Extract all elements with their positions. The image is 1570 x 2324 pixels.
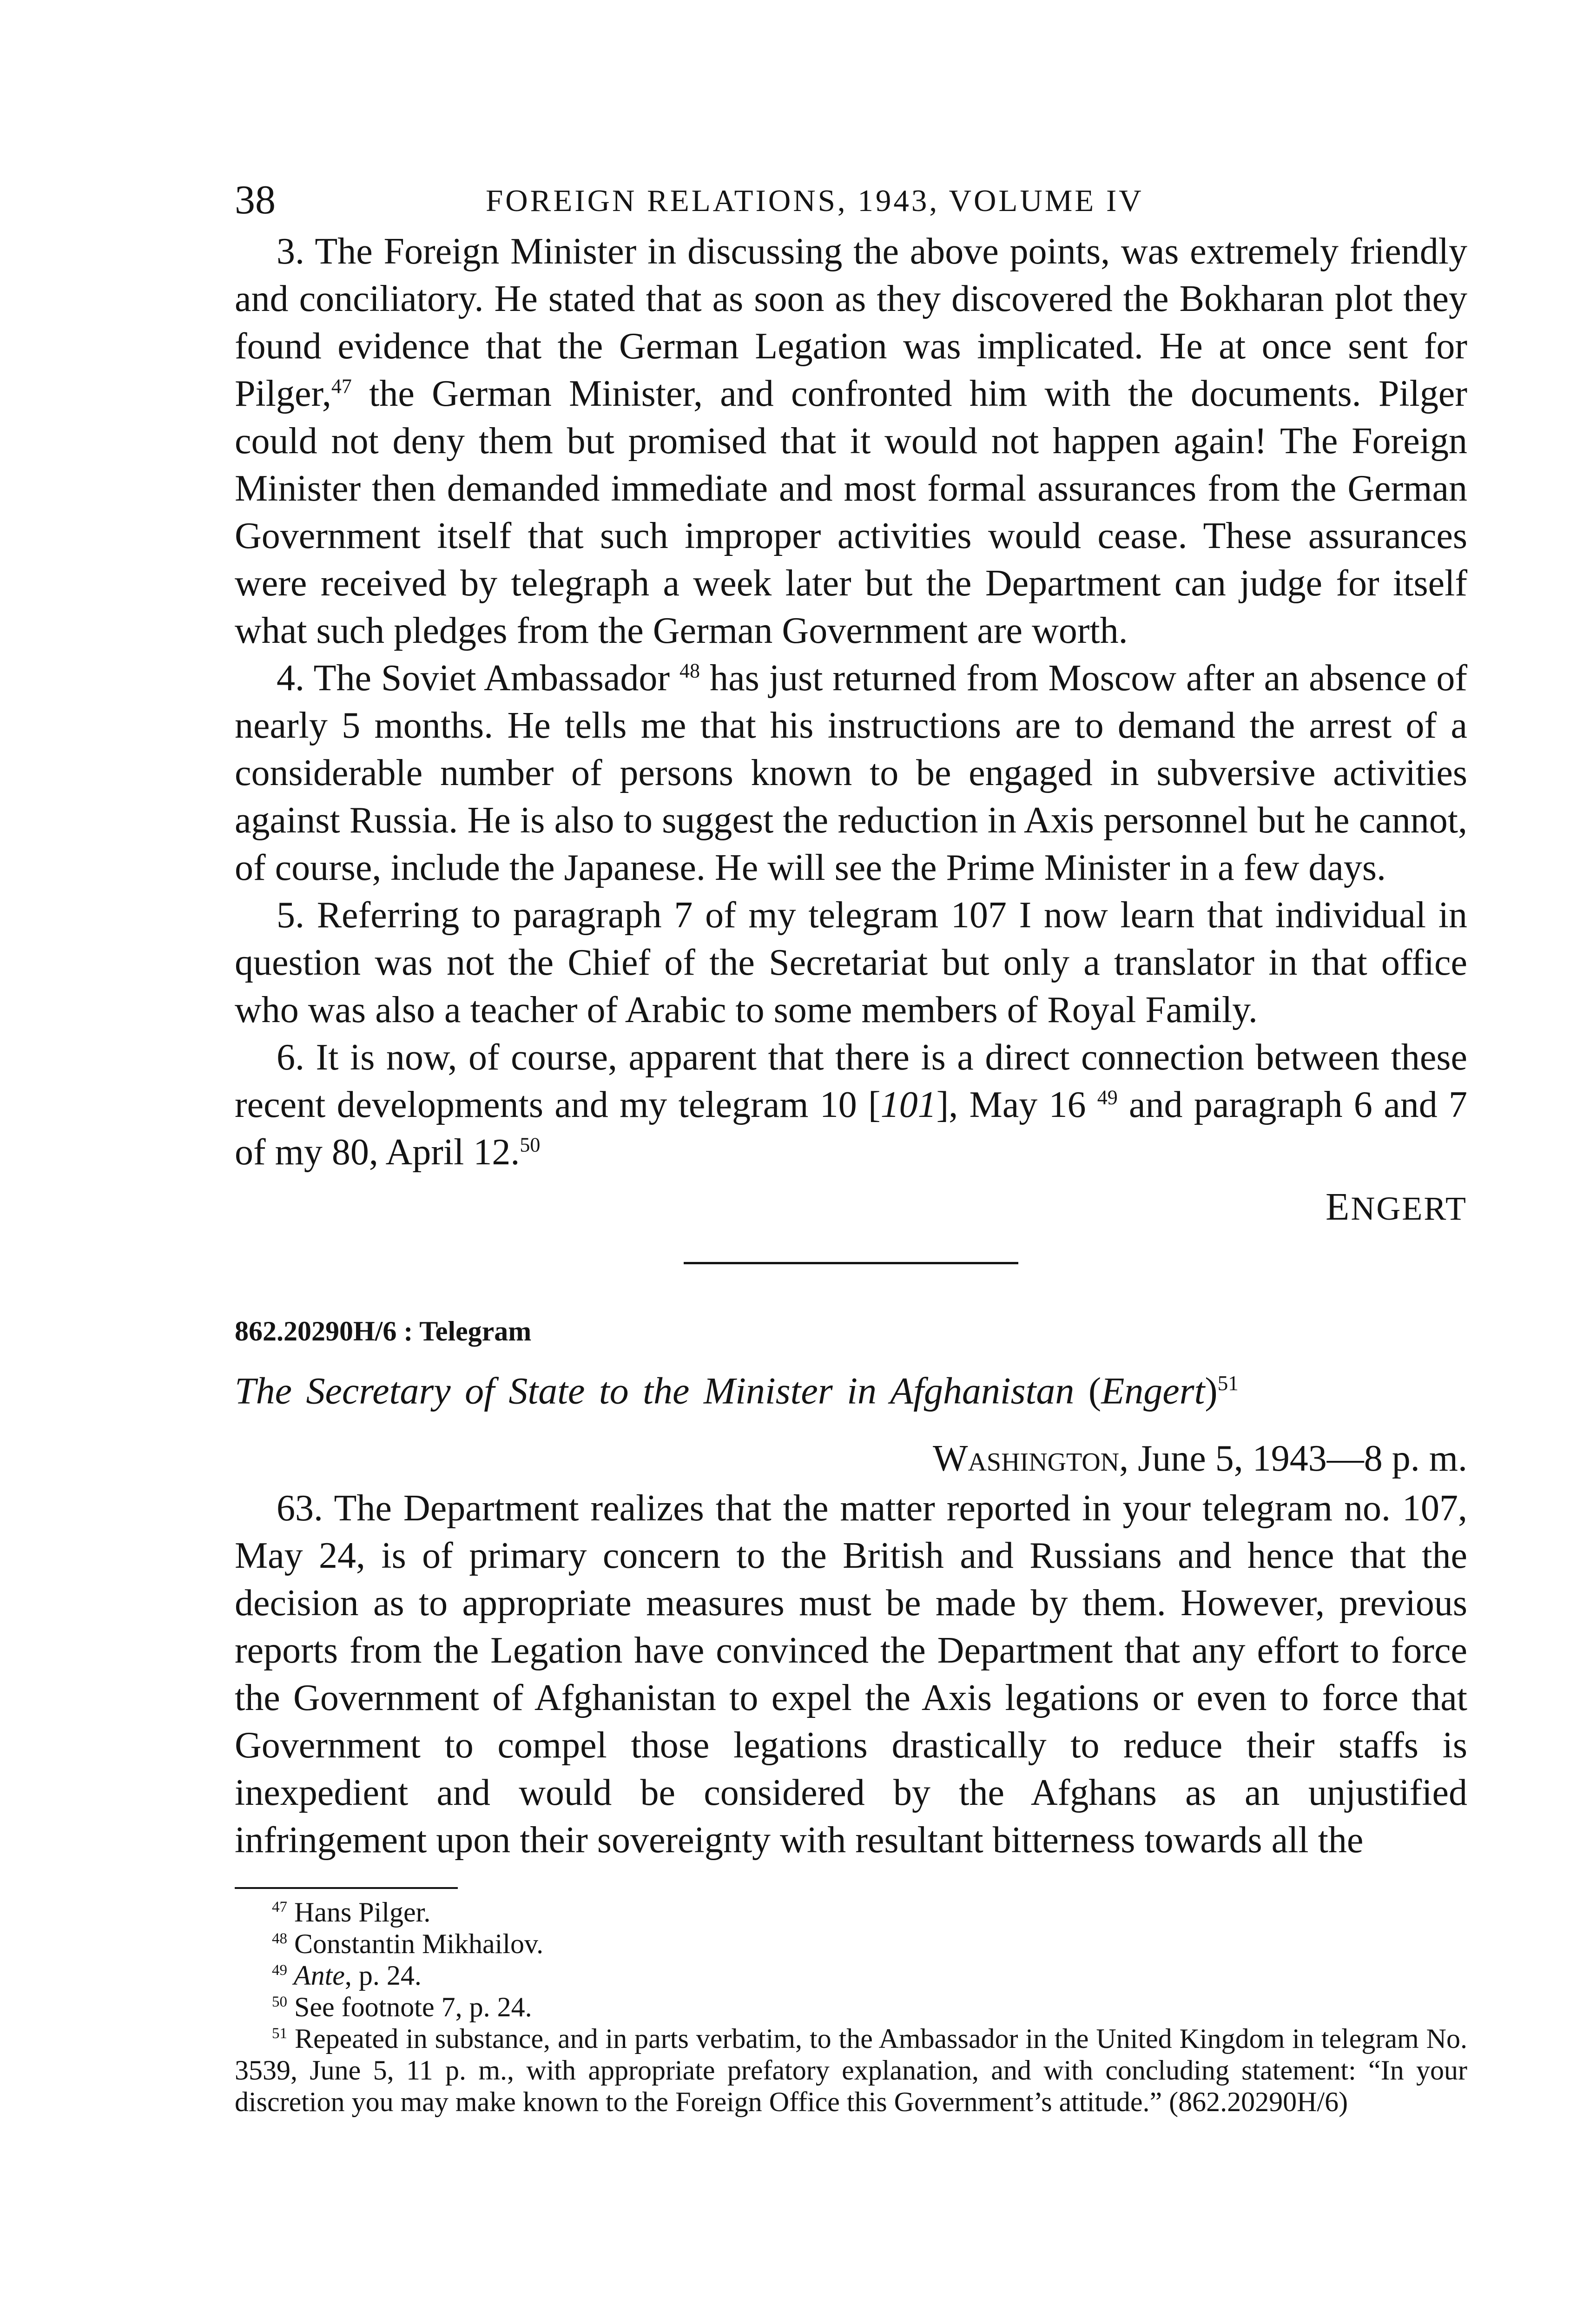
running-head: FOREIGN RELATIONS, 1943, VOLUME IV: [486, 184, 1144, 218]
footnote-48: $^{48}$ Constantin Mikhailov.: [272, 1928, 544, 1960]
document-reference: 862.20290H/6 : Telegram: [235, 1316, 532, 1347]
footnote-ref-49: 49: [1097, 1086, 1118, 1109]
paragraph-3: 3. The Foreign Minister in discussing the above points, was extremely friendly and conciliatory. He stated that as soon as they discovered the Bokharan plot they found evidence that the German Legation was implicated. He at once sent for Pilger,$^{47}$ the German Minister, and confronted him with the documents. Pilger could not deny them but promised that it would not happen again! The Foreign Minister then demanded immediate and most formal assurances from the German Government itself that such improper activities would cease. These assurances were received by telegraph a week later but the Department can judge for itself what such pledges from the German Government are worth.: [235, 231, 1467, 651]
page-number: 38: [235, 178, 276, 223]
footnote-49: $^{49}$ Ante, p. 24.: [272, 1960, 422, 1991]
dateline: Washington, June 5, 1943—8 p. m.: [932, 1438, 1467, 1479]
footnote-ref-51: 51: [1217, 1372, 1239, 1395]
paragraph-5: 5. Referring to paragraph 7 of my telegram 107 I now learn that individual in question was not the Chief of the Secretariat but only a translator in that office who was also a teacher of Arabic to some members of Royal Family.: [235, 895, 1467, 1030]
paragraph-6: 6. It is now, of course, apparent that there is a direct connection between these recent developments and my telegram 10 [101], May 16 $^{49}$ and paragraph 6 and 7 of my 80, April 12.50: [235, 1037, 1467, 1173]
italic-ref: 101: [880, 1084, 937, 1125]
telegram-body: 63. The Department realizes that the matter reported in your telegram no. 107, May 24, is of primary concern to the British and Russians and hence that the decision as to appropriate measures must be made by them. However, previous reports from the Legation have convinced the Department that any effort to force the Government of Afghanistan to expel the Axis legations or even to force that Government to compel those legations drastically to reduce their staffs is inexpedient and would be considered by the Afghans as an unjustified infringement upon their sovereignty with resultant bitterness towards all the: [235, 1488, 1467, 1861]
paragraph-4: 4. The Soviet Ambassador $^{48}$ has just returned from Moscow after an absence of nearly 5 months. He tells me that his instructions are to demand the arrest of a considerable number of persons known to be engaged in subversive activities against Russia. He is also to suggest the reduction in Axis personnel but he cannot, of course, include the Japanese. He will see the Prime Minister in a few days.: [235, 658, 1468, 888]
footnote-47: $^{47}$ Hans Pilger.: [272, 1897, 431, 1928]
section-divider: [684, 1262, 1018, 1264]
footnote-50: $^{50}$ See footnote 7, p. 24.: [272, 1992, 532, 2023]
document-page: [235, 177, 1467, 2118]
signature: ENGERT: [1326, 1185, 1467, 1228]
footnote-divider: [235, 1887, 458, 1889]
page-header: [235, 177, 1467, 228]
footnote-51: $^{51}$ Repeated in substance, and in parts verbatim, to the Ambassador in the United Kingdom in telegram No. 3539, June 5, 11 p. m., with appropriate prefatory explanation, and with concluding statement: “In your discretion you may make known to the Foreign Office this Government’s attitude.” (862.20290H/6): [235, 2023, 1467, 2118]
footnote-ref-47: 47: [331, 375, 352, 398]
footnote-ref-48: 48: [679, 659, 700, 682]
footnote-ref-50: 50: [520, 1133, 541, 1156]
document-title: The Secretary of State to the Minister in Afghanistan (Engert)$^{51}$: [235, 1369, 1239, 1412]
